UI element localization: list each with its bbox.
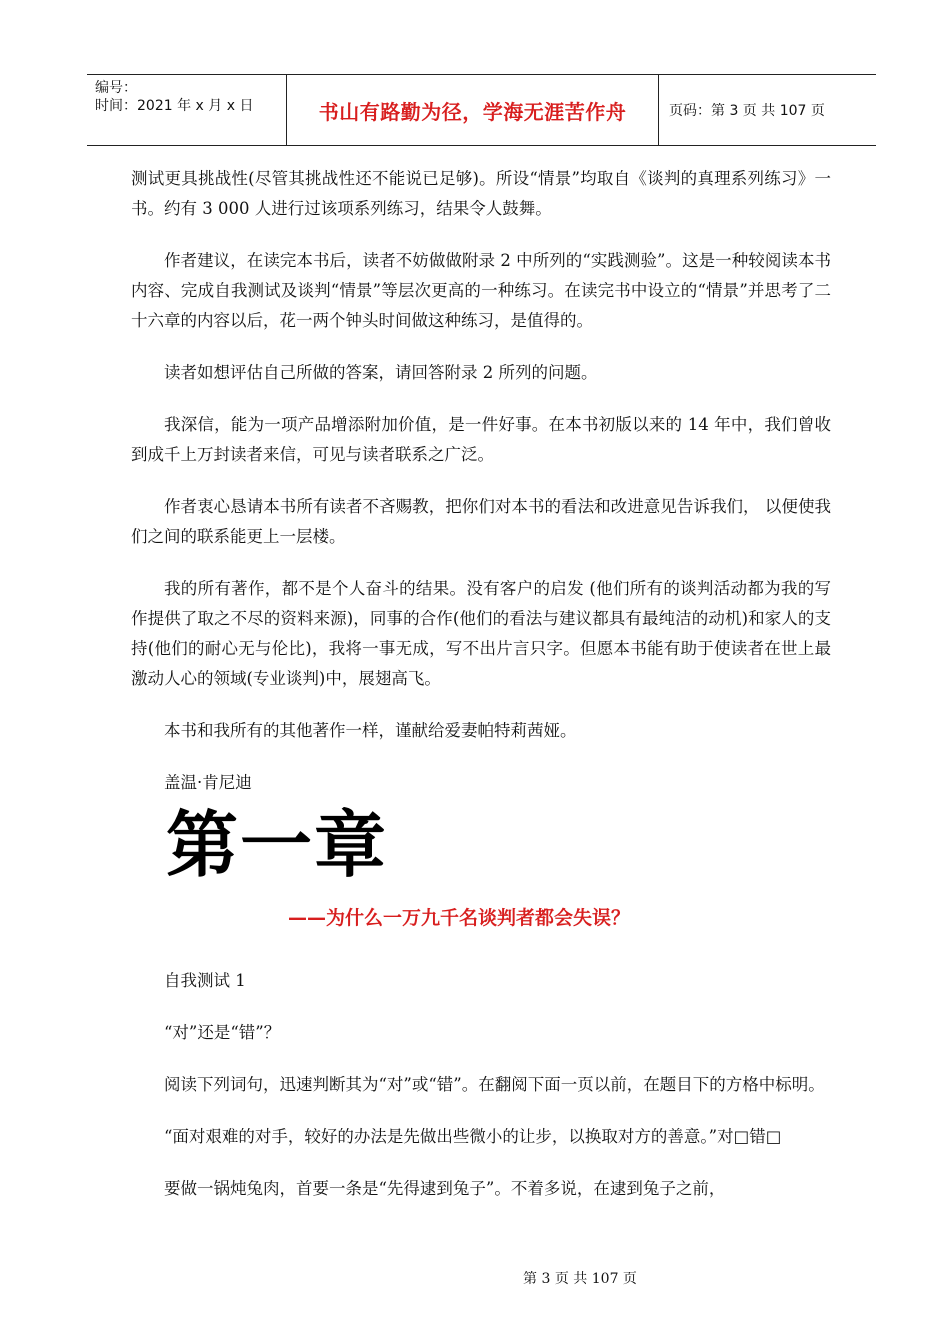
paragraph: 作者建议，在读完本书后，读者不妨做做附录 2 中所列的“实践测验”。这是一种较阅读本书内容、完成自我测试及谈判“情景”等层次更高的一种练习。在读完书中设立的“情景”并思考了二十六章的内容以后，花一两个钟头时间做这种练习，是值得的。 (131, 251, 831, 330)
author-signature: 盖温·肯尼迪 (164, 773, 252, 792)
body-text-top (131, 164, 831, 820)
page-footer: 第 3 页 共 107 页 (523, 1271, 637, 1287)
header-motto: 书山有路勤为径，学海无涯苦作舟 (287, 75, 659, 145)
paragraph: 阅读下列词句，迅速判断其为“对”或“错”。在翻阅下面一页以前，在题目下的方格中标明。 (164, 1075, 825, 1094)
time-label: 时间：2021 年 x 月 x 日 (95, 98, 254, 114)
chapter-title: 第一章 (166, 803, 389, 887)
header-meta (87, 75, 287, 145)
paragraph: “对”还是“错”？ (164, 1023, 281, 1042)
number-label: 编号： (95, 80, 137, 96)
page-header (87, 74, 876, 146)
paragraph: 本书和我所有的其他著作一样，谨献给爱妻帕特莉茜娅。 (164, 721, 577, 740)
paragraph: 我的所有著作，都不是个人奋斗的结果。没有客户的启发 (他们所有的谈判活动都为我的写作提供了取之不尽的资料来源)，同事的合作(他们的看法与建议都具有最纯洁的动机)和家人的支持(他们的耐心无与伦比)，我将一事无成，写不出片言只字。但愿本书能有助于使读者在世上最激动人心的领域(专业谈判)中，展翅高飞。 (131, 579, 831, 688)
paragraph: 我深信，能为一项产品增添附加价值，是一件好事。在本书初版以来的 14 年中，我们曾收到成千上万封读者来信，可见与读者联系之广泛。 (131, 415, 831, 464)
paragraph: 作者衷心恳请本书所有读者不吝赐教，把你们对本书的看法和改进意见告诉我们， 以便使我们之间的联系能更上一层楼。 (131, 497, 831, 546)
chapter-subtitle: ——为什么一万九千名谈判者都会失误？ (288, 907, 631, 929)
paragraph: 读者如想评估自己所做的答案，请回答附录 2 所列的问题。 (164, 363, 598, 382)
paragraph: 测试更具挑战性(尽管其挑战性还不能说已足够)。所设“情景”均取自《谈判的真理系列练习》一书。约有 3 000 人进行过该项系列练习，结果令人鼓舞。 (131, 169, 831, 218)
header-page-info: 页码：第 3 页 共 107 页 (669, 103, 825, 119)
paragraph: 要做一锅炖兔肉，首要一条是“先得逮到兔子”。不着多说，在逮到兔子之前， (164, 1179, 726, 1198)
body-text-bottom (131, 966, 831, 1226)
section-heading: 自我测试 1 (164, 971, 246, 990)
paragraph: “面对艰难的对手，较好的办法是先做出些微小的让步，以换取对方的善意。”对□错□ (164, 1127, 782, 1146)
